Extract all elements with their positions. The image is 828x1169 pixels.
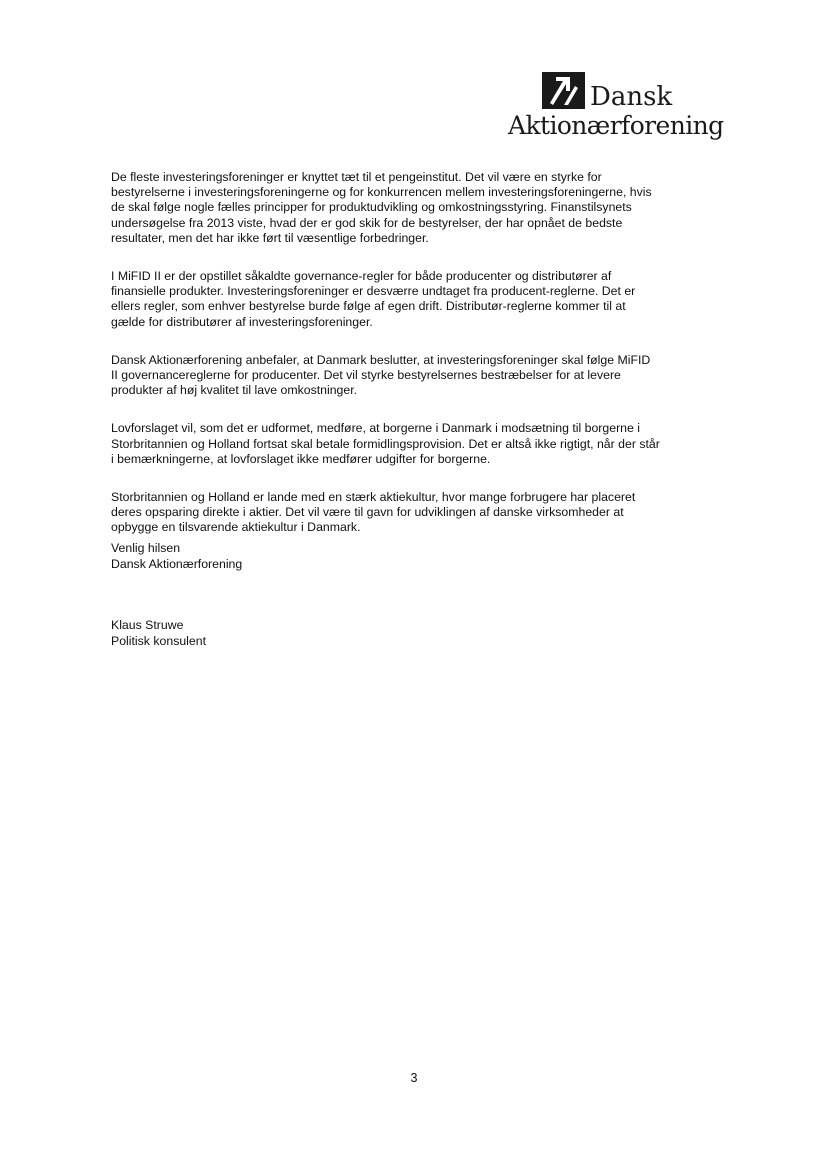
signer-name: Klaus Struwe [111,618,184,632]
text-line: Dansk Aktionærforening anbefaler, at Danmark beslutter, at investeringsforeninger skal følge MiFID [111,352,651,367]
text-line: de skal følge nogle fælles principper for produktudvikling og omkostningsstyring. Finanstilsynets [111,200,632,215]
text-line: I MiFID II er der opstillet såkaldte governance-regler for både producenter og distributører af [111,269,612,284]
paragraph [111,170,711,246]
page-number: 3 [410,1071,418,1085]
text-line: resultater, men det har ikke ført til væsentlige forbedringer. [111,230,429,245]
text-line: gælde for distributører af investeringsforeninger. [111,314,373,329]
text-line: undersøgelse fra 2013 viste, hvad der er god skik for de bestyrelser, der har opnået de bedste [111,215,623,230]
closing-block [111,540,242,572]
signature-block [111,617,206,649]
greeting: Venlig hilsen [111,541,181,555]
logo-text-dansk: Dansk [590,82,673,112]
dansk-aktionaerforening-logo-icon [542,72,585,109]
signer-title: Politisk konsulent [111,634,207,648]
text-line: opbygge en tilsvarende aktiekultur i Danmark. [111,520,361,535]
text-line: De fleste investeringsforeninger er knyttet tæt til et pengeinstitut. Det vil være en styrke for [111,170,602,184]
paragraph [111,269,711,330]
sender-organization: Dansk Aktionærforening [111,557,243,571]
logo-text-aktionaerforening: Aktionærforening [508,111,724,140]
organization-logo [508,72,724,144]
text-line: produkter af høj kvalitet til lave omkostninger. [111,383,358,398]
paragraph [111,490,711,536]
text-line: bestyrelserne i investeringsforeningerne og for konkurrencen mellem investeringsforeningerne, hvis [111,185,652,200]
letter-body [111,170,711,559]
paragraph [111,421,711,467]
text-line: Lovforslaget vil, som det er udformet, medføre, at borgerne i Danmark i modsætning til borgerne i [111,421,641,436]
text-line: deres opsparing direkte i aktier. Det vil være til gavn for udviklingen af danske virksomheder at [111,505,624,520]
text-line: i bemærkningerne, at lovforslaget ikke medfører udgifter for borgerne. [111,451,491,466]
text-line: II governancereglerne for producenter. Det vil styrke bestyrelsernes bestræbelser for at levere [111,368,621,383]
text-line: finansielle produkter. Investeringsforeninger er desværre undtaget fra producent-reglerne. Det er [111,284,636,299]
text-line: Storbritannien og Holland fortsat skal betale formidlingsprovision. Det er altså ikke rigtigt, når der står [111,436,660,451]
text-line: ellers regler, som enhver bestyrelse burde følge af egen drift. Distributør-reglerne kommer til at [111,299,626,314]
text-line: Storbritannien og Holland er lande med en stærk aktiekultur, hvor mange forbrugere har placeret [111,490,636,505]
paragraph [111,353,711,399]
